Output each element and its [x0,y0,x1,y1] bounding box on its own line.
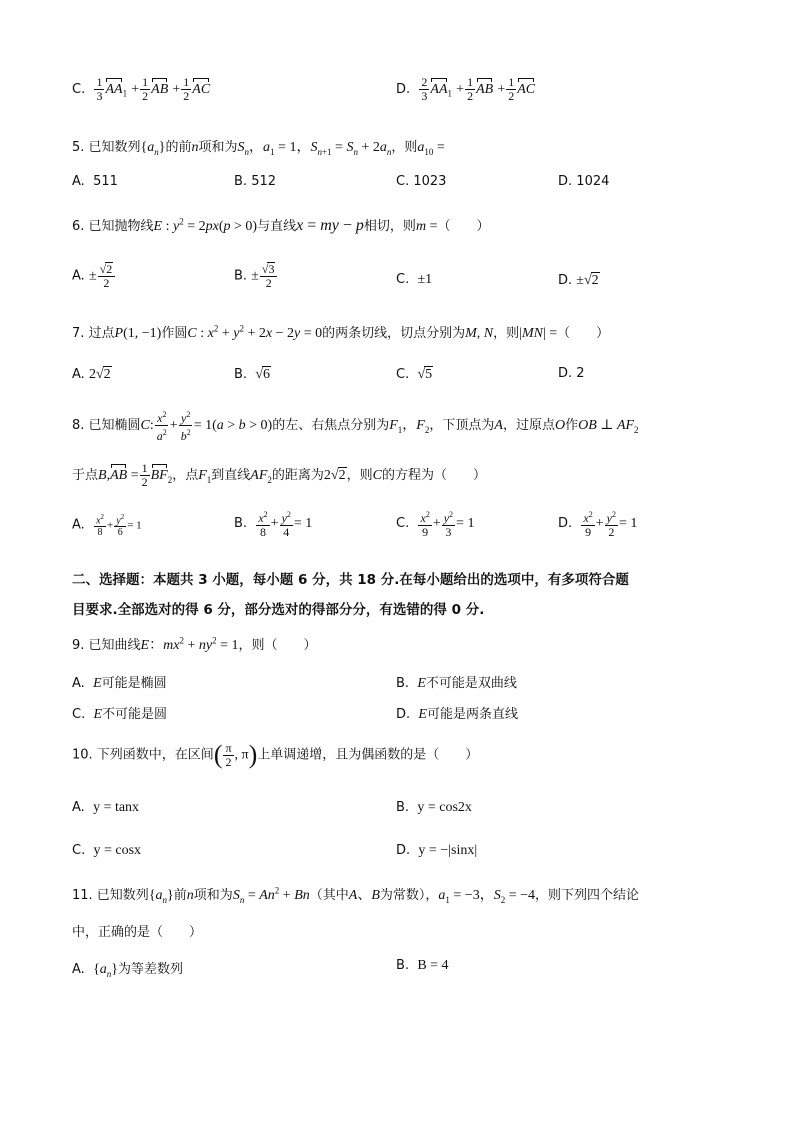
q9-option-c: C. E不可能是圆 [72,707,168,722]
q8-option-d: D. $\frac{x^2}{9}$ + $\frac{y^2}{2}$ = 1 [558,510,638,539]
q10-option-a: A. y = tanx [72,800,140,815]
fraction: $\frac{1}{3}$ [96,75,103,103]
q10-option-d: D. y = −|sinx| [396,843,478,858]
fraction: $\frac{1}{2}$ [142,75,149,103]
vector: AC [517,82,536,97]
question-9-stem: 9. 已知曲线E：$mx^2 + ny^2 = 1$，则（ ） [72,635,317,653]
question-6-stem: 6. 已知抛物线E : $y^2 = 2px(p > 0)$与直线x = my − p相切，则m =（ ） [72,216,490,234]
question-11-stem-line1: 11. 已知数列$\{a_n\}$前n项和为$S_n = An^2 + Bn$（其中A、B为常数），$a_1 = -3$，$S_2 = -4$，则下列四个结论 [72,885,640,905]
q6-option-b: B. ± $\frac{√3}{2}$ [234,262,278,290]
q7-option-a: A. 2√2 [72,367,111,382]
question-7-stem: 7. 过点P(1, −1)作圆C : $x^2 + y^2 + 2x - 2y = 0$的两条切线，切点分别为M, N，则|MN| =（ ） [72,323,610,341]
q10-option-c: C. y = cosx [72,843,142,858]
fraction: $\frac{2}{3}$ [421,75,428,103]
q4-option-c: C. $\frac{1}{3}$ $AA_1$ + $\frac{1}{2}$ AB + $\frac{1}{2}$ AC [72,75,211,103]
option-label: D. [396,82,411,97]
q6-option-d: D. ±√2 [558,273,599,288]
fraction: $\frac{1}{2}$ [183,75,190,103]
q4-option-d: D. $\frac{2}{3}$ $AA_1$ + $\frac{1}{2}$ AB + $\frac{1}{2}$ AC [396,75,536,103]
question-5-stem: 5. 已知数列$\{a_n\}$的前n项和为$S_n$，$a_1 = 1$，$S_{n+1} = S_n + 2a_n$，则$a_{10}$ = [72,140,445,157]
question-11-stem-line2: 中，正确的是（ ） [72,925,203,940]
vector: AB [476,82,494,97]
vector: AA [105,82,123,97]
vector: AB [151,82,169,97]
fraction: $\frac{1}{2}$ [467,75,474,103]
q9-option-b: B. E不可能是双曲线 [396,676,517,691]
q9-option-d: D. E可能是两条直线 [396,707,518,722]
q7-option-c: C. √5 [396,367,433,382]
q11-option-b: B. B = 4 [396,958,449,973]
section-heading-line1: 二、选择题：本题共 3 小题，每小题 6 分，共 18 分.在每小题给出的选项中，有多项符合题 [72,572,629,588]
question-8-stem-line1: 8. 已知椭圆C: $\frac{x^2}{a^2}$ + $\frac{y^2}{b^2}$ = 1(a > b > 0)的左、右焦点分别为$F_1$，$F_2$，下顶点为A，过原点O作OB ⊥ $AF_2$ [72,410,639,443]
fraction: $\frac{1}{2}$ [508,75,515,103]
vector: AA [430,82,448,97]
q5-option-c: C. 1023 [396,174,447,189]
q5-option-d: D. 1024 [558,174,610,189]
question-10-stem: 10. 下列函数中，在区间( $\frac{\pi}{2}$ , π)上单调递增，且为偶函数的是（ ） [72,740,479,769]
q10-option-b: B. y = cos2x [396,800,472,815]
option-label: C. [72,82,86,97]
q6-option-a: A. ± $\frac{√2}{2}$ [72,262,116,290]
q6-option-c: C. ±1 [396,272,433,287]
q8-option-b: B. $\frac{x^2}{8}$ + $\frac{y^2}{4}$ = 1 [234,510,313,539]
q9-option-a: A. E可能是椭圆 [72,676,167,691]
q5-option-a: A. 511 [72,174,118,189]
section-heading-line2: 目要求.全部选对的得 6 分，部分选对的得部分分，有选错的得 0 分. [72,602,485,618]
q7-option-b: B. √6 [234,367,271,382]
q8-option-c: C. $\frac{x^2}{9}$ + $\frac{y^2}{3}$ = 1 [396,510,475,539]
q8-option-a: A. $\frac{x^2}{8}$ + $\frac{y^2}{6}$ = 1 [72,513,142,539]
question-8-stem-line2: 于点B,AB = $\frac{1}{2}$ $BF_2$，点$F_1$到直线$AF_2$的距离为2√2，则C的方程为（ ） [72,461,486,489]
q7-option-d: D. 2 [558,366,585,381]
q11-option-a: A. $\{a_n\}$为等差数列 [72,962,184,979]
vector: AC [192,82,211,97]
q5-option-b: B. 512 [234,174,277,189]
